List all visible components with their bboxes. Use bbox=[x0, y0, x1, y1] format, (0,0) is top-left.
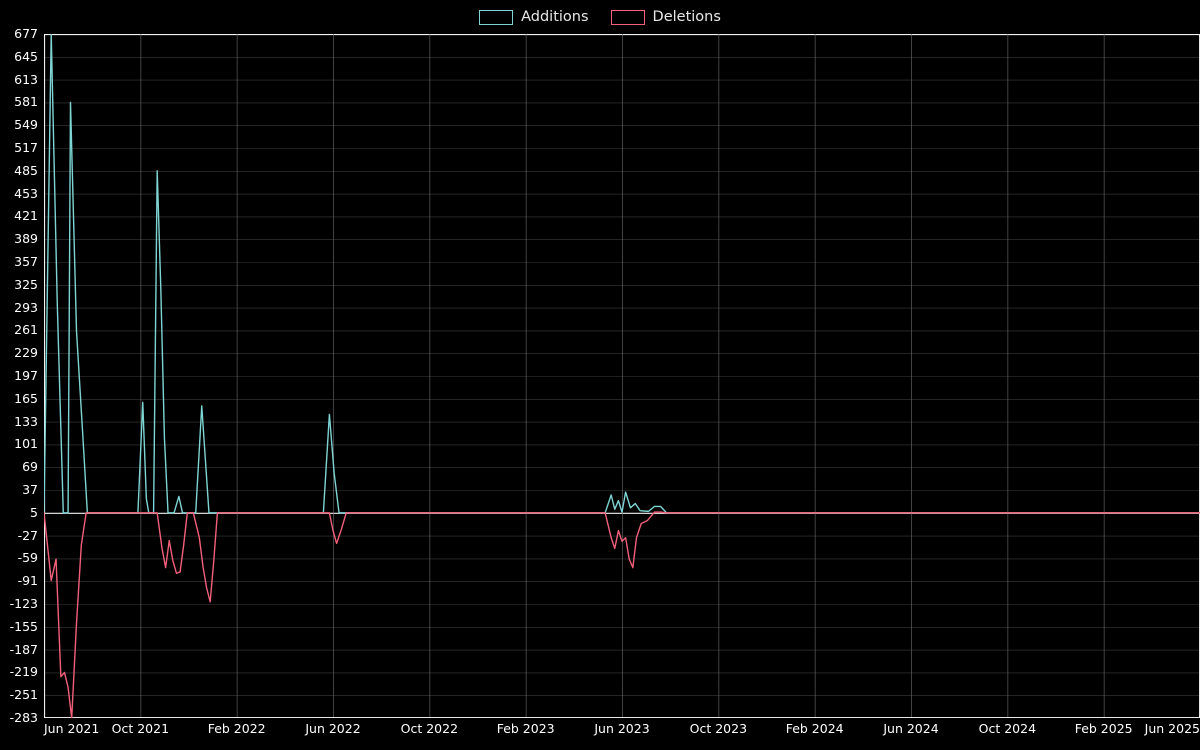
y-tick-label: 613 bbox=[14, 71, 38, 87]
x-tick-label: Jun 2025 bbox=[1144, 721, 1200, 736]
x-tick-label: Oct 2021 bbox=[111, 721, 170, 736]
y-tick-label: 357 bbox=[14, 254, 38, 269]
y-tick-label: -91 bbox=[17, 573, 38, 589]
chart-legend bbox=[0, 0, 1200, 34]
y-tick-label: 229 bbox=[14, 345, 38, 361]
y-tick-label: -27 bbox=[17, 527, 38, 543]
x-tick-label: Jun 2022 bbox=[305, 721, 361, 736]
y-tick-label: 37 bbox=[22, 482, 38, 497]
y-tick-label: 421 bbox=[14, 208, 38, 224]
legend-swatch-additions bbox=[479, 10, 513, 25]
y-tick-label: 69 bbox=[22, 459, 38, 475]
legend-label-deletions: Deletions bbox=[652, 9, 721, 25]
series-lines bbox=[44, 34, 1200, 718]
x-tick-label: Jun 2023 bbox=[594, 721, 650, 736]
plot-area bbox=[44, 34, 1200, 718]
series-line-deletions bbox=[44, 512, 1200, 718]
y-tick-label: 101 bbox=[14, 436, 38, 452]
legend-swatch-deletions bbox=[611, 10, 645, 25]
y-tick-label: 325 bbox=[14, 276, 38, 292]
y-tick-label: 485 bbox=[14, 162, 38, 178]
x-tick-label: Oct 2022 bbox=[400, 721, 459, 736]
y-tick-label: -283 bbox=[9, 710, 38, 725]
grid-lines bbox=[44, 34, 1200, 718]
x-axis-tick-labels bbox=[0, 718, 1200, 750]
y-tick-label: 133 bbox=[14, 413, 38, 429]
y-tick-label: 453 bbox=[14, 185, 38, 201]
x-tick-label: Feb 2022 bbox=[207, 721, 266, 736]
x-tick-label: Oct 2024 bbox=[978, 721, 1037, 736]
y-tick-label: 165 bbox=[14, 390, 38, 406]
y-tick-label: 517 bbox=[14, 140, 38, 155]
x-tick-label: Jun 2024 bbox=[883, 721, 939, 736]
y-tick-label: -251 bbox=[9, 687, 38, 703]
legend-item-additions[interactable] bbox=[479, 9, 588, 25]
series-line-additions bbox=[44, 34, 1200, 513]
y-tick-label: 549 bbox=[14, 117, 38, 133]
y-tick-label: -187 bbox=[9, 641, 38, 657]
legend-item-deletions[interactable] bbox=[611, 9, 721, 25]
y-tick-label: 261 bbox=[14, 322, 38, 338]
x-tick-label: Feb 2025 bbox=[1074, 721, 1133, 736]
y-tick-label: 581 bbox=[14, 94, 38, 110]
y-tick-label: 677 bbox=[14, 26, 38, 41]
plot-svg bbox=[44, 34, 1200, 718]
y-tick-label: 197 bbox=[14, 368, 38, 383]
y-tick-label: 293 bbox=[14, 299, 38, 315]
y-tick-label: -123 bbox=[9, 596, 38, 611]
y-tick-label: 645 bbox=[14, 48, 38, 64]
x-tick-label: Oct 2023 bbox=[689, 721, 748, 736]
legend-label-additions: Additions bbox=[521, 9, 589, 25]
x-tick-label: Feb 2023 bbox=[496, 721, 555, 736]
y-tick-label: 5 bbox=[30, 504, 38, 520]
x-tick-label: Jun 2021 bbox=[44, 721, 100, 736]
y-tick-label: -59 bbox=[17, 550, 38, 566]
y-tick-label: -219 bbox=[9, 664, 38, 680]
x-tick-label: Feb 2024 bbox=[785, 721, 844, 736]
y-tick-label: 389 bbox=[14, 231, 38, 247]
y-tick-label: -155 bbox=[9, 618, 38, 634]
